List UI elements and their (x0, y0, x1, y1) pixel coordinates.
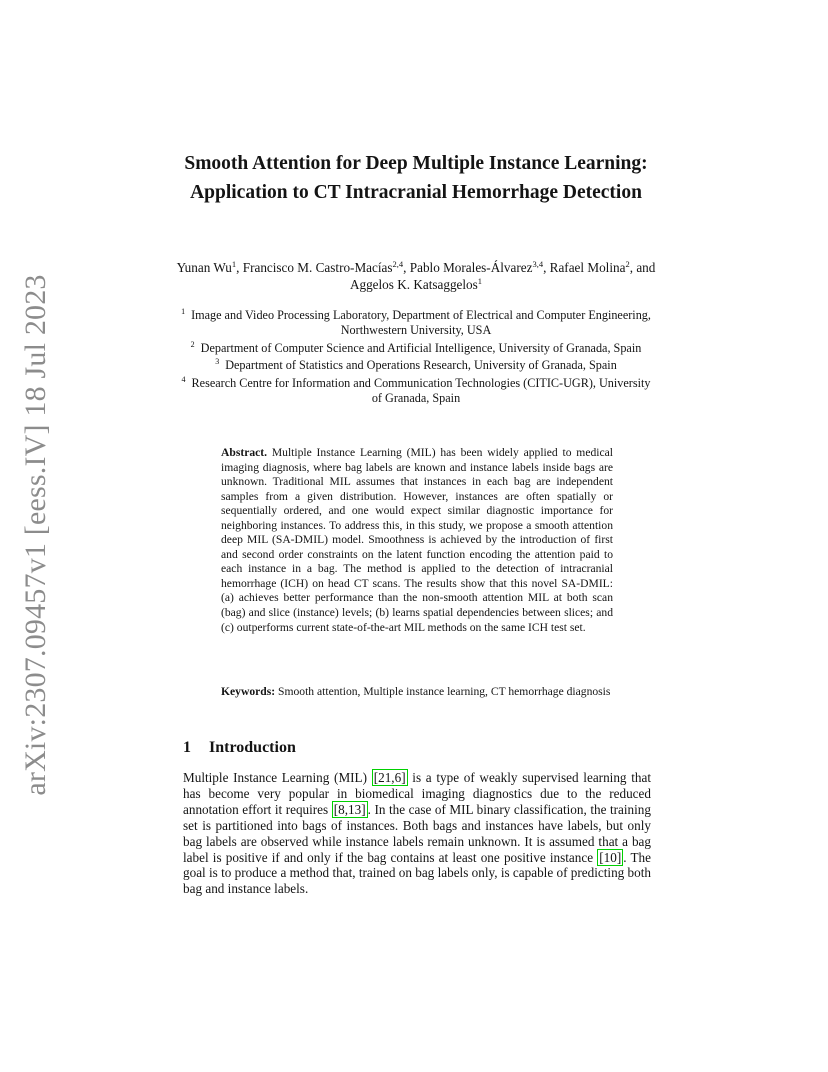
intro-text: Multiple Instance Learning (MIL) (183, 770, 372, 785)
author-affiliation-mark: 1 (231, 259, 237, 269)
author-name: Rafael Molina (549, 260, 626, 275)
author-name: Yunan Wu (176, 260, 232, 275)
keywords (221, 685, 613, 700)
intro-text: is a type of weakly supervised learning that has become very popular in biomedical imaging diagnostics due to the reduced annotation effort it requires (183, 770, 651, 817)
keywords-text: Smooth attention, Multiple instance learning, CT hemorrhage diagnosis (278, 685, 611, 698)
affiliation-mark: 1 (181, 307, 186, 316)
affiliation (178, 355, 654, 373)
abstract-text: Multiple Instance Learning (MIL) has been widely applied to medical imaging diagnosis, where bag labels are known and instance labels inside bags are unknown. Traditional MIL assumes that instances in each bag are independent samples from a given distribution. However, instances are often spatially or sequentially ordered, and one would expect similar diagnostic importance for neighboring instances. To address this, in this study, we propose a smooth attention deep MIL (SA-DMIL) model. Smoothness is achieved by the introduction of first and second order constraints on the latent function encoding the attention paid to each instance in a bag. The method is applied to the detection of intracranial hemorrhage (ICH) on head CT scans. The results show that this novel SA-DMIL: (a) achieves better performance than the non-smooth attention MIL at both scan (bag) and slice (instance) levels; (b) learns spatial dependencies between slices; and (c) outperforms current state-of-the-art MIL methods on the same ICH test set. (221, 446, 613, 634)
keywords-label: Keywords: (221, 685, 276, 698)
affiliation-mark: 4 (181, 375, 186, 385)
author-name: Francisco M. Castro-Macías (242, 260, 393, 275)
abstract-label: Abstract. (221, 446, 268, 459)
affiliation (178, 305, 654, 338)
affiliation (178, 373, 654, 406)
citation-link[interactable]: [21,6] (373, 770, 406, 785)
citation-link[interactable]: [10] (599, 849, 622, 865)
affiliation-list (178, 305, 654, 406)
intro-text: . The goal is to produce a method that, trained on bag labels only, is capable of predicting both bag and instance labels. (183, 849, 651, 897)
section-title: Introduction (209, 739, 296, 756)
affiliation-text: Department of Computer Science and Artificial Intelligence, University of Granada, Spain (200, 340, 642, 355)
author-affiliation-mark: 2,4 (392, 259, 404, 269)
author-name: Aggelos K. Katsaggelos (349, 277, 478, 292)
section-number: 1 (183, 739, 191, 756)
section-heading (183, 738, 296, 758)
author-affiliation-mark: 3,4 (532, 259, 544, 269)
intro-text: . In the case of MIL binary classification, the training set is partitioned into bags of instances. Both bags and instances have labels, but only bag labels are observed while instance labels remain unknown. It is assumed that a bag label is positive if and only if the bag contains at least one positive instance (183, 801, 651, 865)
affiliation-text: Research Centre for Information and Communication Technologies (CITIC-UGR), University of Granada, Spain (191, 376, 651, 405)
affiliation (178, 338, 654, 356)
introduction-paragraph (183, 770, 651, 897)
citation-link[interactable]: [8,13] (333, 801, 366, 817)
affiliation-text: Image and Video Processing Laboratory, Department of Electrical and Computer Engineering, Northwestern University, USA (191, 308, 651, 337)
affiliation-mark: 2 (190, 339, 195, 349)
abstract (221, 446, 613, 635)
paper-title: Smooth Attention for Deep Multiple Instance Learning: Application to CT Intracranial Hemorrhage Detection (184, 153, 648, 203)
arxiv-identifier-stamp: arXiv:2307.09457v1 [eess.IV] 18 Jul 2023 (19, 274, 52, 796)
affiliation-text: Department of Statistics and Operations Research, University of Granada, Spain (225, 358, 617, 373)
author-affiliation-mark: 1 (477, 276, 483, 286)
author-list: Yunan Wu$^1$, Francisco M. Castro-Macías$^{2,4}$, Pablo Morales-Álvarez$^{3,4}$, Rafael Molina$^2$, and Aggelos K. Katsaggelos$^1$ (176, 259, 656, 292)
author-affiliation-mark: 2 (625, 259, 630, 269)
author-name: Pablo Morales-Álvarez (409, 260, 533, 275)
affiliation-mark: 3 (215, 357, 220, 367)
